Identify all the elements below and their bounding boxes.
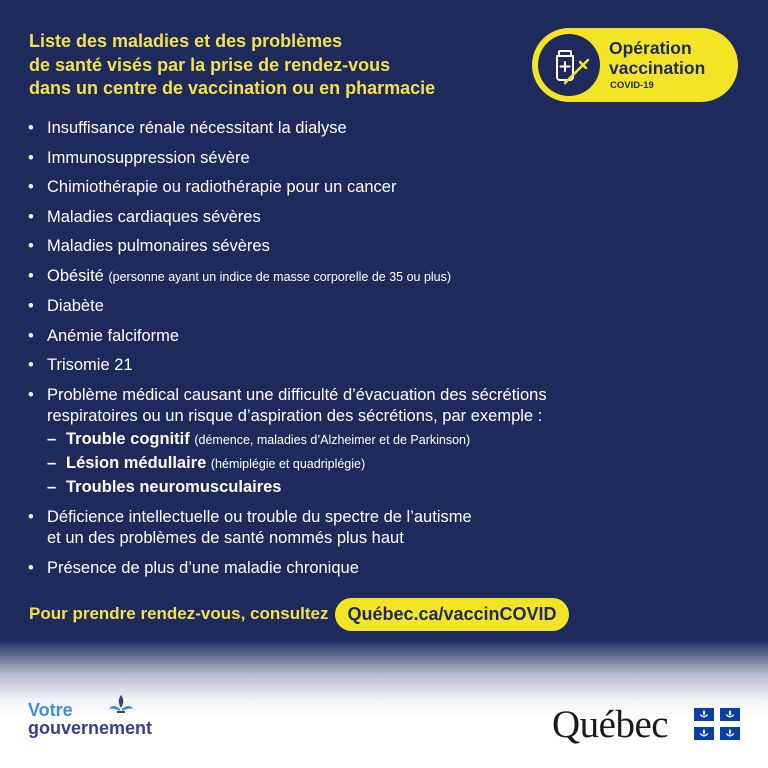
dash-marker: – (47, 453, 57, 472)
list-item-label: Insuffisance rénale nécessitant la dialyse (47, 119, 347, 137)
cta-text: Pour prendre rendez-vous, consultez (29, 604, 329, 623)
list-item (28, 355, 748, 377)
gouvernement-word: gouvernement (28, 718, 153, 738)
sub-list-item (47, 476, 748, 499)
list-item (28, 507, 748, 550)
list-item-label: Trisomie 21 (47, 356, 133, 374)
list-item (28, 558, 748, 580)
list-item-label: Présence de plus d’une maladie chronique (47, 558, 359, 577)
list-item-label: Anémie falciforme (47, 326, 180, 345)
badge-line2: vaccination (609, 58, 706, 78)
operation-vaccination-badge (532, 28, 738, 102)
quebec-wordmark-logo (552, 702, 744, 752)
badge-line3: COVID-19 (610, 80, 654, 91)
list-item-line: respiratoires ou un risque d’aspiration des sécrétions, par exemple : (47, 407, 543, 425)
list-item-label: Obésité (47, 266, 104, 285)
title-line: de santé visés par la prise de rendez-vous (29, 54, 391, 75)
list-item (28, 236, 748, 258)
dash-marker: – (47, 429, 57, 448)
sub-list-item (47, 452, 748, 476)
fleurdelise-flag-icon (694, 708, 740, 740)
sub-item-label: Trouble cognitif (66, 429, 190, 448)
list-item-line: • Déficience intellectuelle ou trouble du spectre de l’autisme (47, 507, 472, 526)
list-item-line: et un des problèmes de santé nommés plus haut (47, 529, 404, 547)
appointment-cta (29, 597, 569, 631)
page-title (29, 30, 435, 101)
list-item (28, 177, 748, 199)
list-item-label: Chimiothérapie ou radiothérapie pour un cancer (47, 178, 397, 196)
title-line: Liste des maladies et des problèmes (29, 31, 343, 51)
list-item (28, 266, 748, 289)
list-item-label: Diabète (47, 297, 104, 315)
badge-line1: Opération (609, 38, 692, 58)
conditions-list (28, 118, 748, 587)
list-item (28, 207, 748, 229)
list-item (28, 148, 748, 170)
list-item (28, 326, 748, 348)
list-item-label: Immunosuppression sévère (47, 148, 250, 167)
list-item (28, 118, 748, 140)
sub-item-note: (hémiplégie et quadriplégie) (210, 456, 366, 471)
list-item-note: (personne ayant un indice de masse corporelle de 35 ou plus) (108, 269, 452, 284)
list-item-line: • Problème médical causant une difficulté d’évacuation des sécrétions (47, 385, 547, 404)
votre-word: Votre (28, 700, 73, 720)
sub-item-note: (démence, maladies d’Alzheimer et de Parkinson) (194, 432, 471, 447)
vaccin-covid-link[interactable]: Québec.ca/vaccinCOVID (335, 598, 568, 631)
list-item (28, 385, 748, 499)
vaccine-vial-syringe-icon (538, 34, 600, 96)
list-item-label: Maladies pulmonaires sévères (47, 237, 270, 255)
list-item-label: Maladies cardiaques sévères (47, 207, 261, 226)
sub-item-label: Troubles neuromusculaires (66, 477, 282, 496)
sub-list-item (47, 428, 748, 452)
dash-marker: – (47, 477, 57, 496)
title-line: dans un centre de vaccination ou en pharmacie (29, 78, 436, 98)
fleur-de-lis-icon (108, 694, 134, 720)
sub-item-label: Lésion médullaire (66, 453, 207, 472)
quebec-wordmark: Québec (552, 703, 669, 746)
list-item (28, 296, 748, 318)
votre-gouvernement-logo (28, 694, 198, 744)
